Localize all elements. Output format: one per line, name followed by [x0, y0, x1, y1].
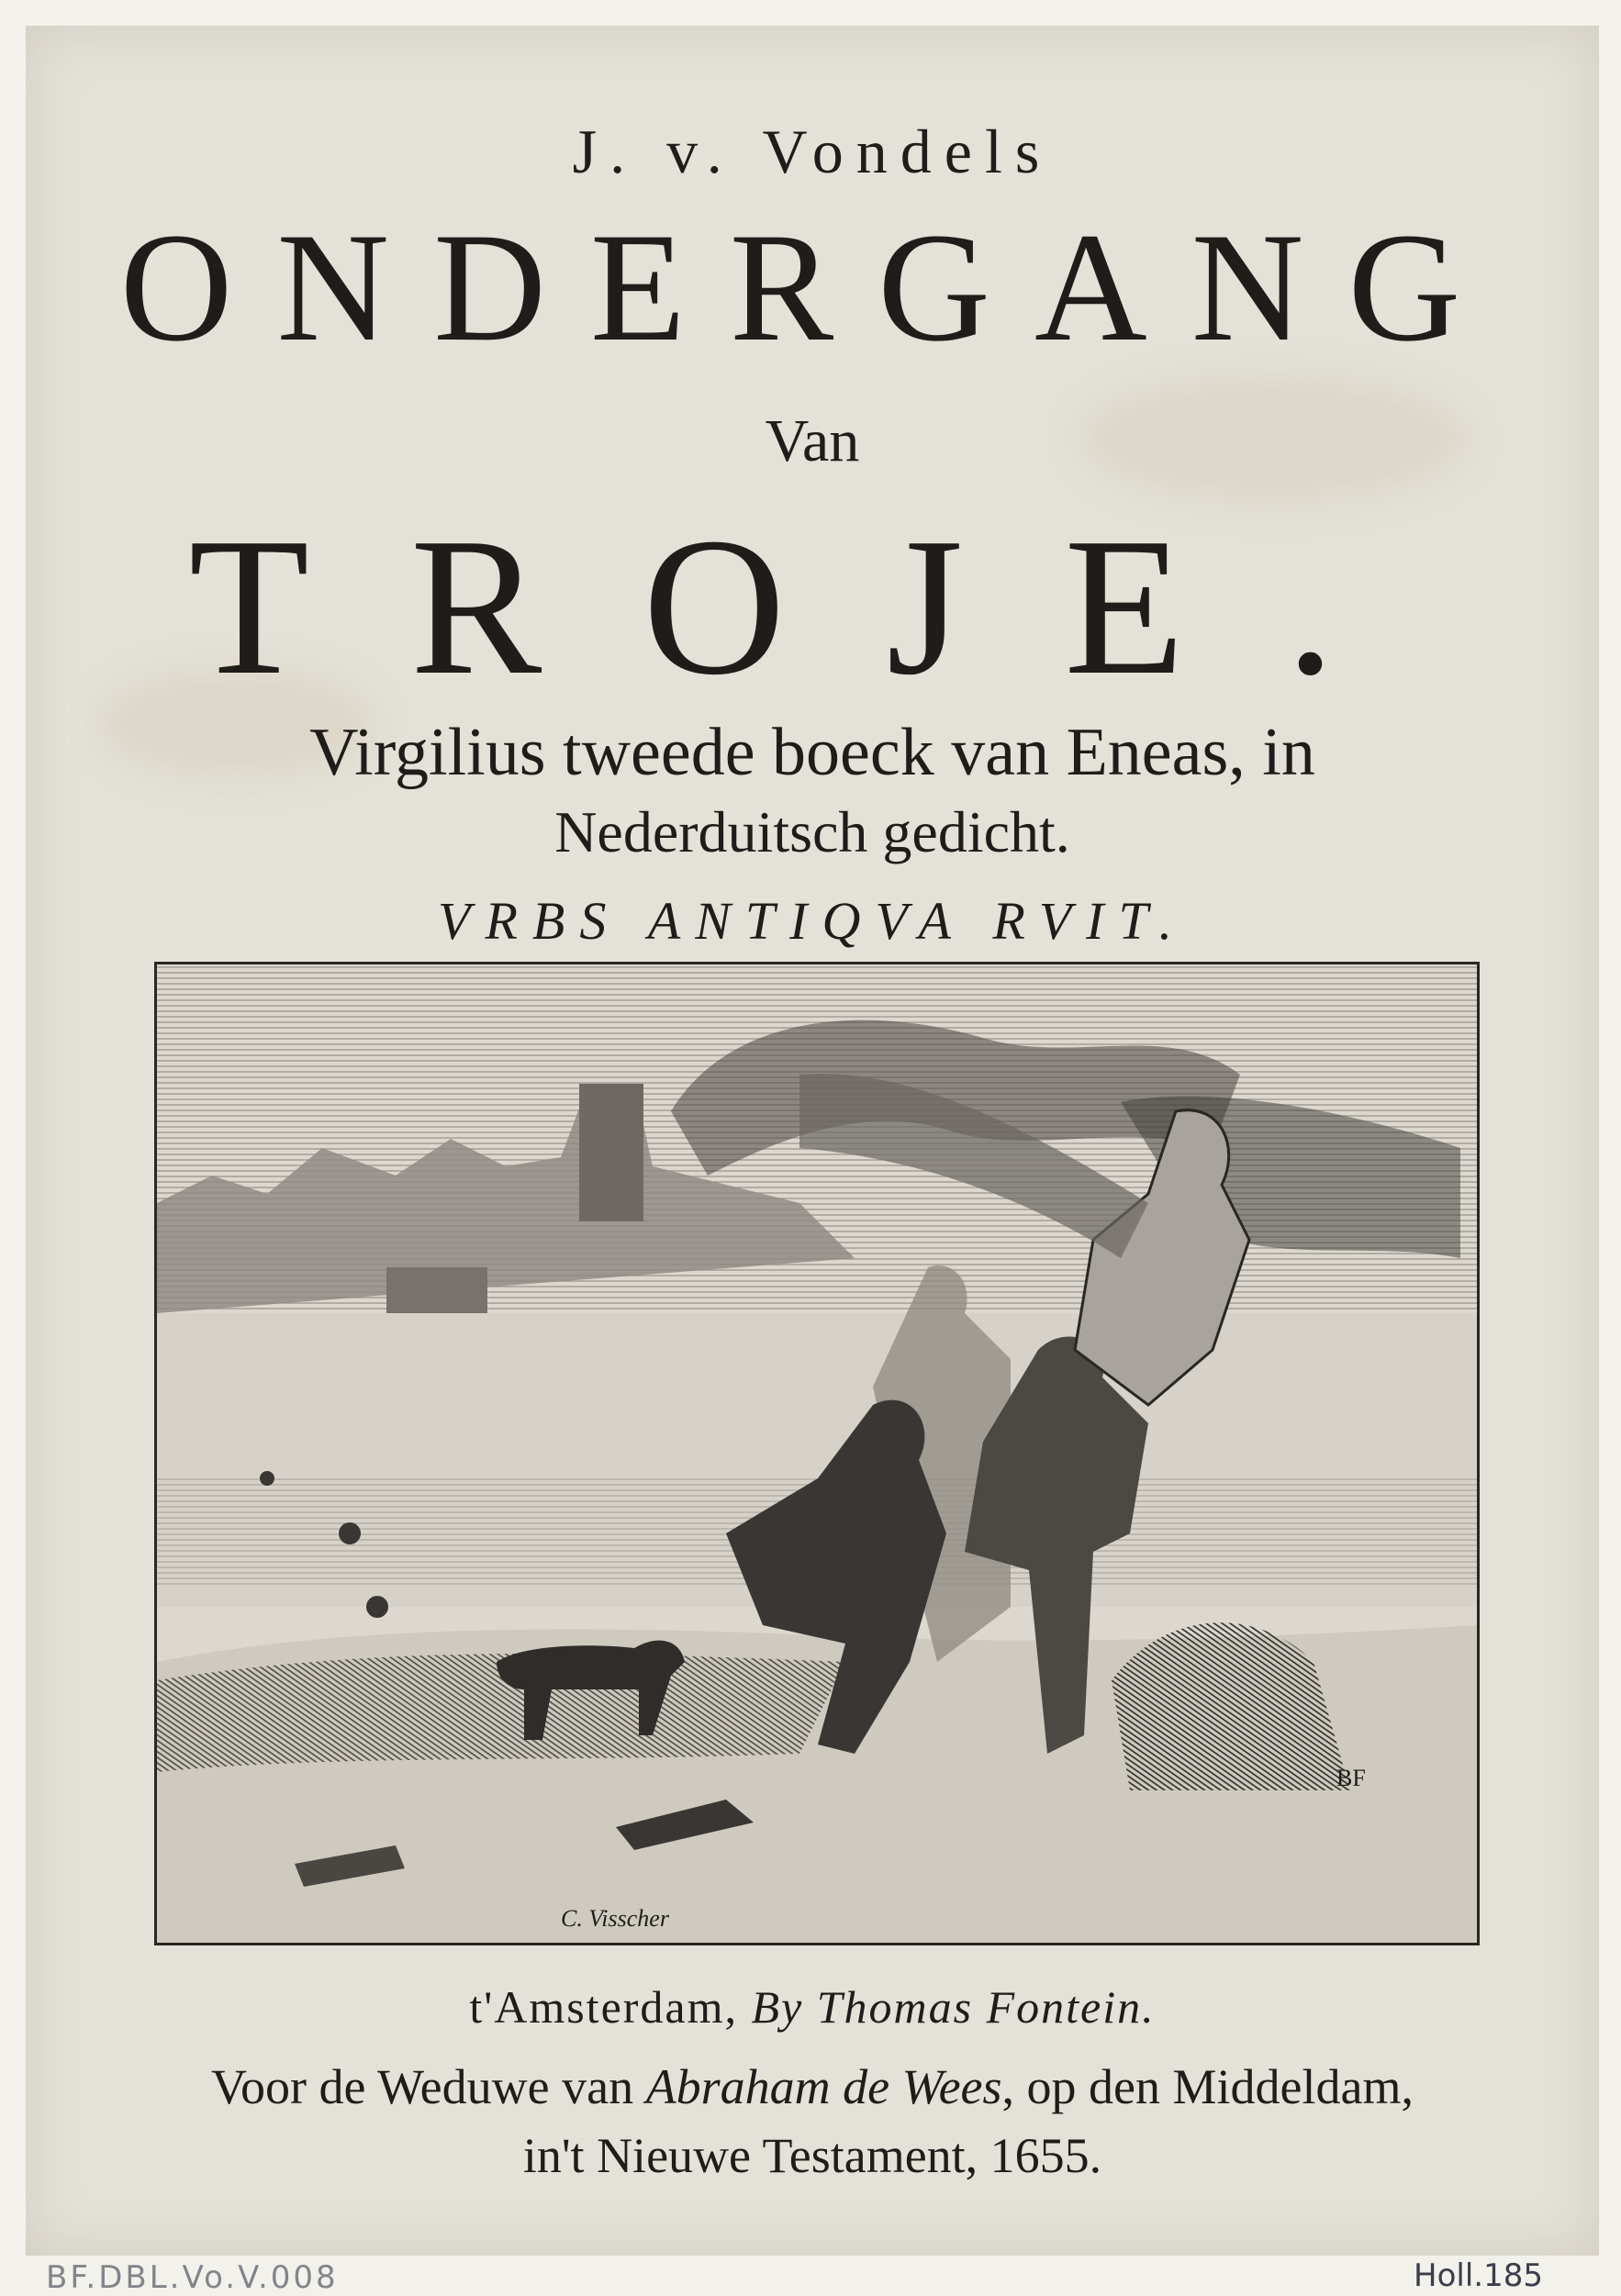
author-line: J. v. Vondels: [572, 117, 1053, 186]
subtitle-line-2: Nederduitsch gedicht.: [554, 799, 1070, 864]
distant-figure: [260, 1471, 274, 1486]
engraving-plate: [154, 962, 1480, 1945]
imprint-printer: By Thomas Fontein.: [751, 1981, 1156, 2033]
monogram: BF: [1336, 1765, 1366, 1791]
imprint-address: , op den Middeldam,: [1001, 2059, 1414, 2114]
distant-figure: [339, 1522, 361, 1544]
subject-title: TROJE.: [188, 496, 1437, 716]
imprint-place: t'Amsterdam,: [469, 1981, 739, 2033]
imprint-line-3: in't Nieuwe Testament, 1655.: [522, 2128, 1102, 2183]
archive-annotation-left: BF.DBL.Vo.V.008: [46, 2259, 339, 2296]
title-page-sheet: [26, 26, 1599, 2256]
title-connector: Van: [765, 407, 860, 474]
engraver-signature: C. Visscher: [561, 1905, 669, 1932]
aeneas-fleeing-troy-illustration: [157, 964, 1477, 1943]
imprint-publisher: Abraham de Wees: [645, 2059, 1002, 2114]
imprint-widow: Voor de Weduwe van: [211, 2059, 634, 2114]
motto: VRBS ANTIQVA RVIT.: [438, 891, 1187, 951]
archive-annotation-right: Holl.185: [1414, 2257, 1543, 2294]
city-tower: [579, 1084, 643, 1221]
distant-figure: [366, 1596, 388, 1618]
main-title: ONDERGANG: [119, 201, 1505, 373]
subtitle-line-1: Virgilius tweede boeck van Eneas, in: [309, 715, 1315, 790]
imprint-line-2: [26, 2058, 1599, 2115]
imprint-line-1: [26, 1980, 1599, 2034]
